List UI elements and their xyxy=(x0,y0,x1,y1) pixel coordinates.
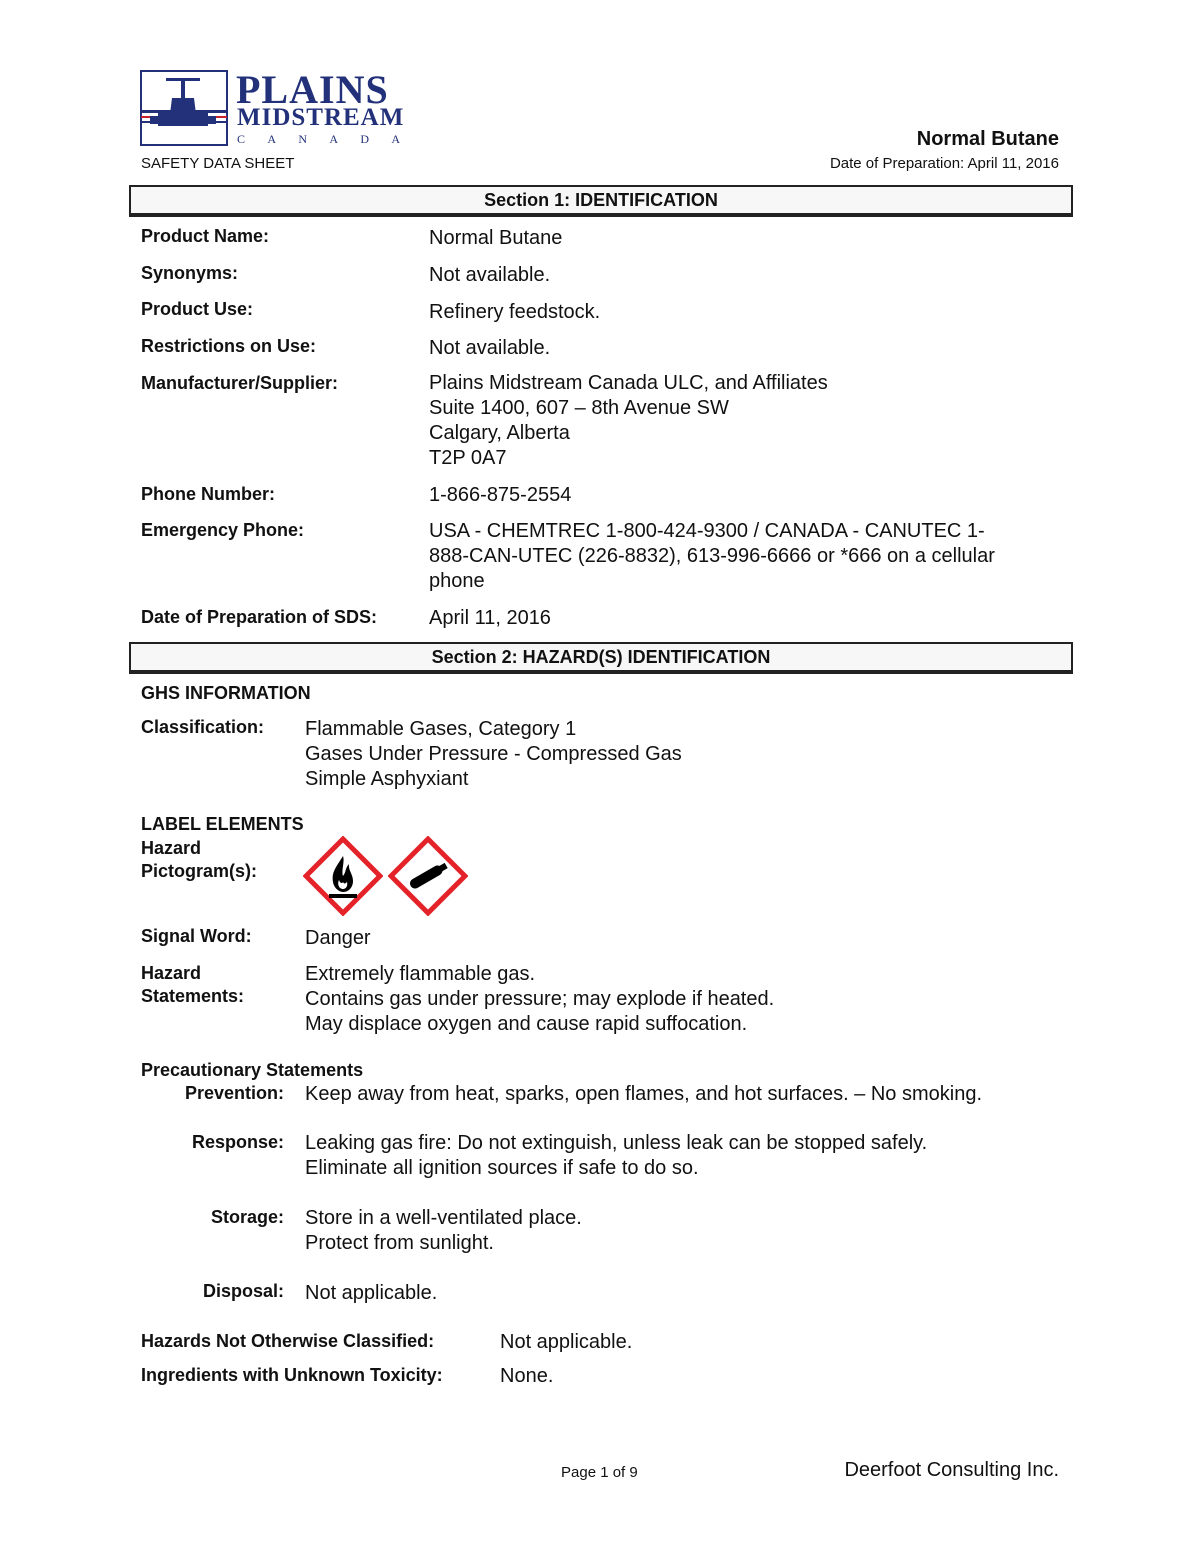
disposal-label: Disposal: xyxy=(202,1281,284,1301)
classification-line: Simple Asphyxiant xyxy=(305,768,469,790)
disposal-values xyxy=(305,1281,437,1306)
hazard-statements-label-line: Statements: xyxy=(141,986,245,1006)
ghs-heading: GHS INFORMATION xyxy=(141,683,311,703)
synonyms-value: Not available. xyxy=(429,264,551,286)
response-label: Response: xyxy=(191,1132,284,1152)
address-line: Calgary, Alberta xyxy=(429,422,570,444)
storage-statement: Store in a well-ventilated place. xyxy=(305,1207,582,1229)
emergency-phone-label: Emergency Phone: xyxy=(141,520,305,540)
unknown-toxicity-label: Ingredients with Unknown Toxicity: xyxy=(141,1365,443,1385)
classification-line: Gases Under Pressure - Compressed Gas xyxy=(305,743,682,765)
hazard-statements-values xyxy=(305,962,774,1037)
page-number: Page 1 of 9 xyxy=(561,1464,638,1481)
product-name-label: Product Name: xyxy=(141,226,270,246)
flame-pictogram-icon xyxy=(303,836,383,916)
precautionary-heading: Precautionary Statements xyxy=(141,1060,364,1080)
consultant-name: Deerfoot Consulting Inc. xyxy=(844,1459,1059,1481)
manufacturer-address xyxy=(429,371,828,471)
sds-date-label: Date of Preparation of SDS: xyxy=(141,607,378,627)
synonyms-label: Synonyms: xyxy=(141,263,239,283)
response-statement: Leaking gas fire: Do not extinguish, unless leak can be stopped safely. xyxy=(305,1132,928,1154)
manufacturer-label: Manufacturer/Supplier: xyxy=(141,373,339,393)
hazard-statements-label-line: Hazard xyxy=(141,963,202,983)
pictogram-label-line: Pictogram(s): xyxy=(141,861,258,881)
hnoc-value: Not applicable. xyxy=(500,1331,633,1353)
phone-value: 1-866-875-2554 xyxy=(429,484,572,506)
logo-text-plains: PLAINS xyxy=(236,67,389,112)
hazard-statement: Contains gas under pressure; may explode if heated. xyxy=(305,988,775,1010)
product-use-label: Product Use: xyxy=(141,299,254,319)
unknown-toxicity-value: None. xyxy=(500,1365,554,1387)
product-name-value: Normal Butane xyxy=(429,227,563,249)
logo-text-midstream: MIDSTREAM xyxy=(237,104,405,131)
classification-values xyxy=(305,717,682,792)
label-elements-heading: LABEL ELEMENTS xyxy=(141,814,304,834)
emergency-line: phone xyxy=(429,570,485,592)
product-use-value: Refinery feedstock. xyxy=(429,301,601,323)
emergency-phone-value xyxy=(429,519,995,594)
emergency-line: USA - CHEMTREC 1-800-424-9300 / CANADA - CANUTEC 1- xyxy=(429,520,985,542)
section-2-header: Section 2: HAZARD(S) IDENTIFICATION xyxy=(129,642,1073,672)
hnoc-label: Hazards Not Otherwise Classified: xyxy=(141,1331,435,1351)
product-title: Normal Butane xyxy=(916,128,1059,150)
phone-label: Phone Number: xyxy=(141,484,276,504)
hazard-statements-label xyxy=(141,962,244,1008)
pictogram-label xyxy=(141,837,257,883)
address-line: T2P 0A7 xyxy=(429,447,507,469)
restrictions-value: Not available. xyxy=(429,337,551,359)
logo-text-canada: C A N A D A xyxy=(237,132,411,146)
doc-type-label: SAFETY DATA SHEET xyxy=(141,155,295,172)
address-line: Suite 1400, 607 – 8th Avenue SW xyxy=(429,397,729,419)
signal-word-value: Danger xyxy=(305,927,371,949)
gas-cylinder-pictogram-icon xyxy=(388,836,468,916)
disposal-statement: Not applicable. xyxy=(305,1282,438,1304)
prevention-statement: Keep away from heat, sparks, open flames, and hot surfaces. – No smoking. xyxy=(305,1083,983,1105)
classification-label: Classification: xyxy=(141,717,265,737)
emergency-line: 888-CAN-UTEC (226-8832), 613-996-6666 or *666 on a cellular xyxy=(429,545,995,567)
hazard-statement: May displace oxygen and cause rapid suffocation. xyxy=(305,1013,748,1035)
hazard-statement: Extremely flammable gas. xyxy=(305,963,536,985)
restrictions-label: Restrictions on Use: xyxy=(141,336,317,356)
storage-label: Storage: xyxy=(210,1207,284,1227)
sds-date-value: April 11, 2016 xyxy=(429,607,551,629)
prevention-values xyxy=(305,1082,982,1107)
classification-line: Flammable Gases, Category 1 xyxy=(305,718,577,740)
response-values xyxy=(305,1131,927,1181)
preparation-date-header: Date of Preparation: April 11, 2016 xyxy=(829,155,1059,172)
prevention-label: Prevention: xyxy=(184,1083,284,1103)
signal-word-label: Signal Word: xyxy=(141,926,252,946)
pictogram-label-line: Hazard xyxy=(141,838,202,858)
valve-logo-icon xyxy=(140,70,228,146)
response-statement: Eliminate all ignition sources if safe to do so. xyxy=(305,1157,699,1179)
company-logo xyxy=(140,67,411,146)
storage-values xyxy=(305,1206,582,1256)
section-1-header: Section 1: IDENTIFICATION xyxy=(129,185,1073,215)
address-line: Plains Midstream Canada ULC, and Affiliates xyxy=(429,372,828,394)
storage-statement: Protect from sunlight. xyxy=(305,1232,494,1254)
